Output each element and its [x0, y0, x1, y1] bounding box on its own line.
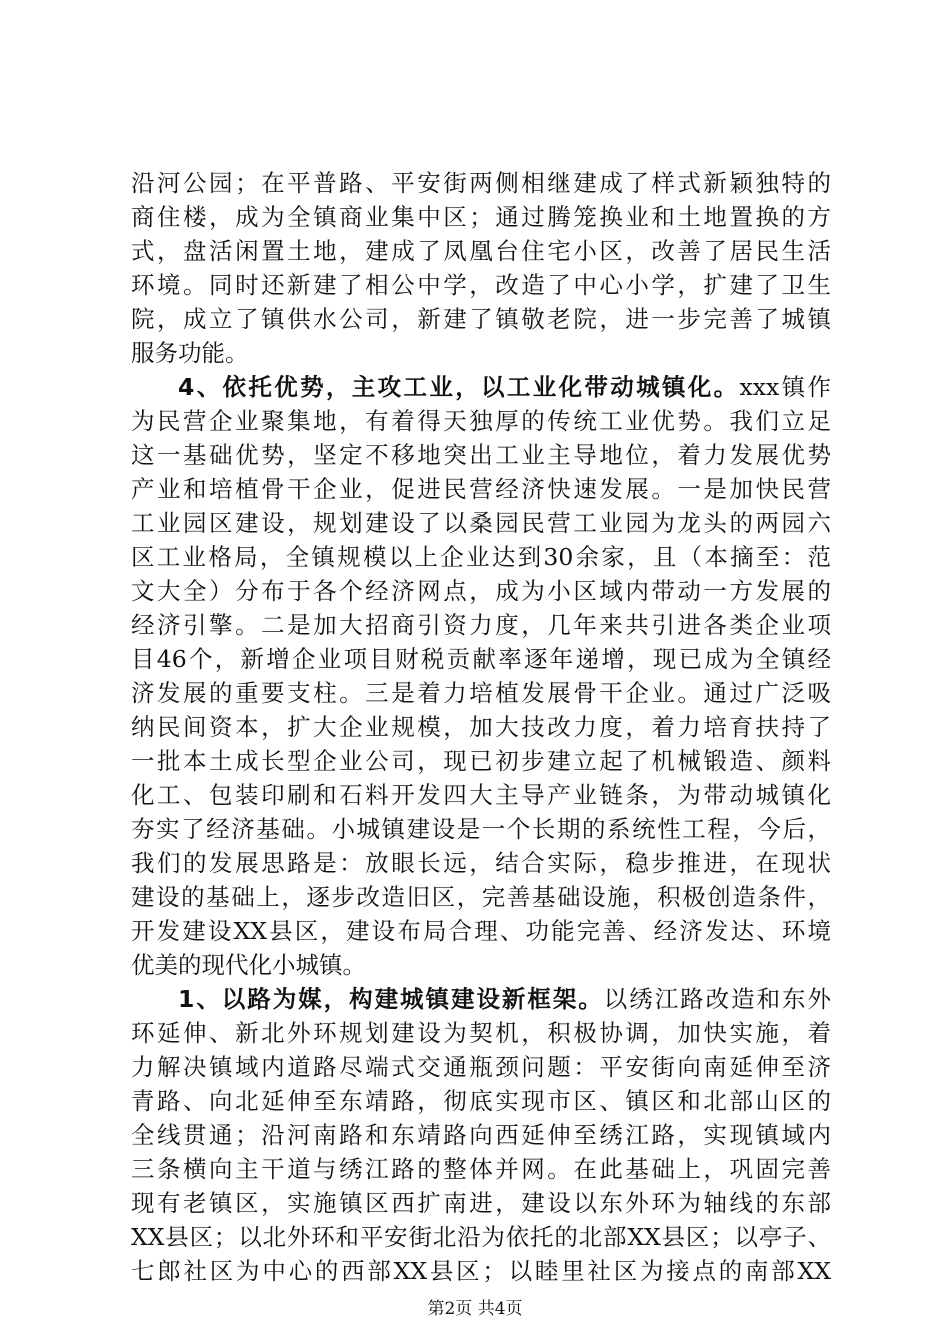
- text-line: 这一基础优势，坚定不移地突出工业主导地位，着力发展优势: [131, 441, 831, 469]
- text-line: 青路、向北延伸至东靖路，彻底实现市区、镇区和北部山区的: [131, 1087, 831, 1115]
- text-line: 产业和培植骨干企业，促进民营经济快速发展。一是加快民营: [131, 475, 831, 503]
- text-line: 商住楼，成为全镇商业集中区；通过腾笼换业和土地置换的方: [131, 203, 831, 231]
- text-line: 院，成立了镇供水公司，新建了镇敬老院，进一步完善了城镇: [131, 305, 831, 333]
- text-line: 一批本土成长型企业公司，现已初步建立起了机械锻造、颜料: [131, 747, 831, 775]
- text-line: 我们的发展思路是：放眼长远，结合实际，稳步推进，在现状: [131, 849, 831, 877]
- text-run: 以绣江路改造和东外: [603, 985, 831, 1013]
- page-footer: [0, 1298, 950, 1320]
- paragraph-1: [131, 166, 831, 370]
- text-line: 化工、包装印刷和石料开发四大主导产业链条，为带动城镇化: [131, 781, 831, 809]
- paragraph-first-line: [131, 982, 831, 1016]
- text-line: 为民营企业聚集地，有着得天独厚的传统工业优势。我们立足: [131, 407, 831, 435]
- text-line: 环境。同时还新建了相公中学，改造了中心小学，扩建了卫生: [131, 271, 831, 299]
- text-line: 力解决镇域内道路尽端式交通瓶颈问题：平安街向南延伸至济: [131, 1053, 831, 1081]
- text-run: xxx镇作: [739, 373, 831, 401]
- text-line: 济发展的重要支柱。三是着力培植发展骨干企业。通过广泛吸: [131, 679, 831, 707]
- text-line: 建设的基础上，逐步改造旧区，完善基础设施，积极创造条件，: [131, 883, 831, 911]
- text-line: 文大全）分布于各个经济网点，成为小区域内带动一方发展的: [131, 577, 831, 605]
- paragraph-first-line: [131, 370, 831, 404]
- text-line: 七郎社区为中心的西部XX县区；以睦里社区为接点的南部XX: [131, 1257, 831, 1285]
- text-line: 夯实了经济基础。小城镇建设是一个长期的系统性工程，今后，: [131, 815, 831, 843]
- text-line: 经济引擎。二是加大招商引资力度，几年来共引进各类企业项: [131, 611, 831, 639]
- text-line: 目46个，新增企业项目财税贡献率逐年递增，现已成为全镇经: [131, 645, 831, 673]
- text-line: 现有老镇区，实施镇区西扩南进，建设以东外环为轴线的东部: [131, 1189, 831, 1217]
- paragraph-3: [131, 982, 831, 1288]
- page-number: 第2页 共4页: [427, 1299, 523, 1319]
- section-heading: 1、以路为媒，构建城镇建设新框架。: [178, 985, 604, 1013]
- text-line: 优美的现代化小城镇。: [131, 951, 366, 979]
- text-line: 沿河公园；在平普路、平安街两侧相继建成了样式新颖独特的: [131, 169, 831, 197]
- text-line: 环延伸、新北外环规划建设为契机，积极协调，加快实施，着: [131, 1019, 831, 1047]
- text-line: 全线贯通；沿河南路和东靖路向西延伸至绣江路，实现镇域内: [131, 1121, 831, 1149]
- text-line: 工业园区建设，规划建设了以桑园民营工业园为龙头的两园六: [131, 509, 831, 537]
- text-line: 服务功能。: [131, 339, 249, 367]
- section-heading: 4、依托优势，主攻工业，以工业化带动城镇化。: [178, 373, 740, 401]
- document-body: [131, 166, 831, 1288]
- text-line: 三条横向主干道与绣江路的整体并网。在此基础上，巩固完善: [131, 1155, 831, 1183]
- text-line: 区工业格局，全镇规模以上企业达到30余家，且（本摘至：范: [131, 543, 831, 571]
- paragraph-2: [131, 370, 831, 982]
- text-line: 式，盘活闲置土地，建成了凤凰台住宅小区，改善了居民生活: [131, 237, 831, 265]
- text-line: 开发建设XX县区，建设布局合理、功能完善、经济发达、环境: [131, 917, 831, 945]
- text-line: 纳民间资本，扩大企业规模，加大技改力度，着力培育扶持了: [131, 713, 831, 741]
- text-line: XX县区；以北外环和平安街北沿为依托的北部XX县区；以亭子、: [131, 1223, 831, 1251]
